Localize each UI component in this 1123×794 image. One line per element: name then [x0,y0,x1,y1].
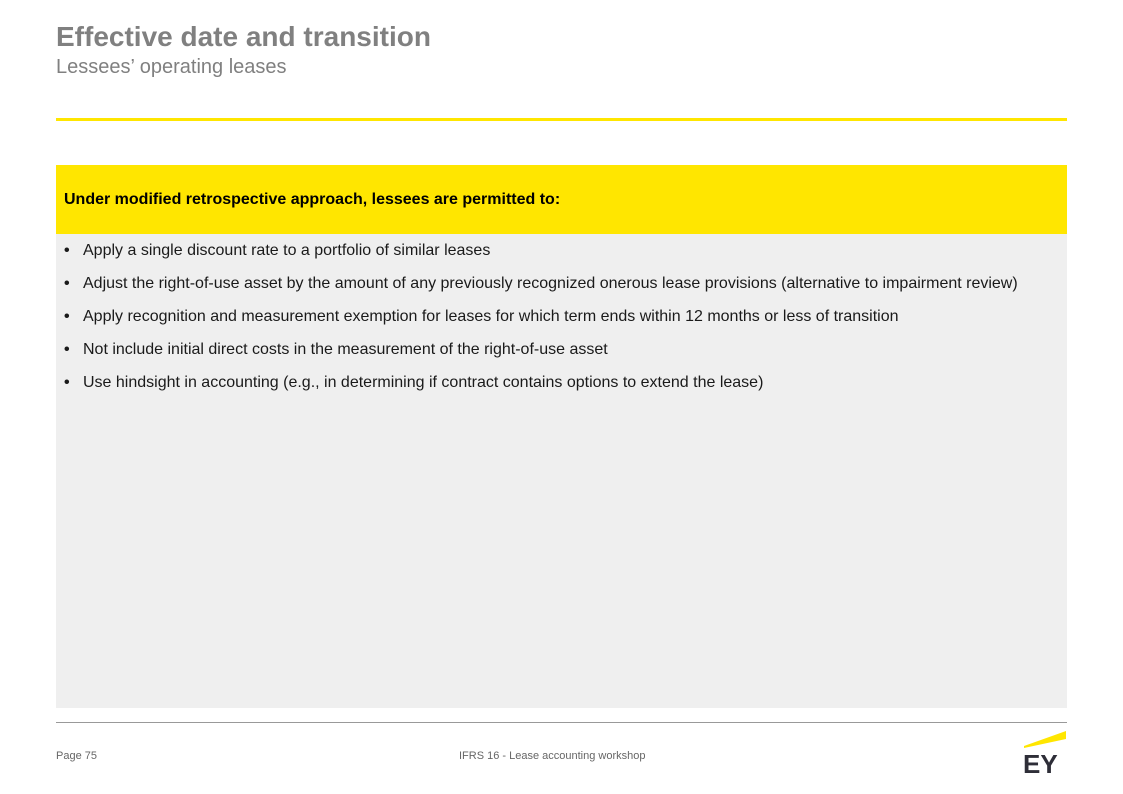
slide-title: Effective date and transition [56,21,431,52]
bullet-icon: • [64,242,70,259]
list-item-text: Apply a single discount rate to a portfolio of similar leases [83,242,491,259]
list-item [64,339,1037,360]
list-item-text: Apply recognition and measurement exemption for leases for which term ends within 12 months or less of transition [83,308,899,325]
list-item-text: Adjust the right-of-use asset by the amount of any previously recognized onerous lease provisions (alternative to impairment review) [83,275,1018,292]
bullet-icon: • [64,341,70,358]
list-item [64,273,1037,294]
footer-title: IFRS 16 - Lease accounting workshop [459,750,646,762]
page-number: Page 75 [56,750,97,762]
ey-logo-icon [1022,729,1068,775]
bullet-icon: • [64,374,70,391]
panel-heading: Under modified retrospective approach, lessees are permitted to: [64,190,561,208]
list-item [64,306,1037,327]
slide-subtitle: Lessees’ operating leases [56,56,287,78]
list-item [64,372,1037,393]
panel-header [56,165,1067,234]
logo-text: EY [1023,749,1058,775]
list-item-text: Not include initial direct costs in the measurement of the right-of-use asset [83,341,608,358]
bullet-list [56,234,1067,393]
footer-divider [56,722,1067,723]
list-item [64,240,1037,261]
title-divider [56,118,1067,121]
list-item-text: Use hindsight in accounting (e.g., in determining if contract contains options to extend the lease) [83,374,764,391]
bullet-icon: • [64,308,70,325]
content-panel [56,165,1067,708]
bullet-icon: • [64,275,70,292]
